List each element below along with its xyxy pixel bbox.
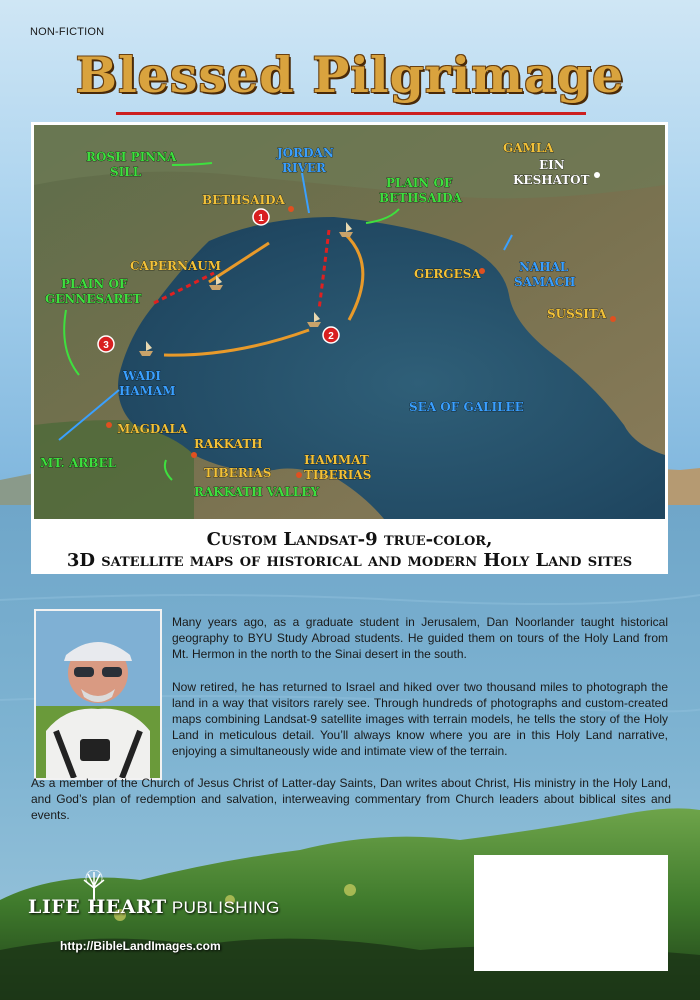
category-label: NON-FICTION bbox=[30, 26, 105, 38]
map-illustration bbox=[34, 125, 665, 519]
book-title: Blessed Pilgrimage bbox=[75, 46, 625, 104]
label-mt-arbel: MT. ARBEL bbox=[40, 456, 117, 470]
svg-text:1: 1 bbox=[258, 213, 264, 224]
caption-line-1: Custom Landsat-9 true-color, bbox=[206, 529, 493, 550]
publisher-logo bbox=[28, 870, 288, 950]
label-sea-of-galilee: SEA OF GALILEE bbox=[409, 400, 524, 414]
label-rakkath-valley: RAKKATH VALLEY bbox=[194, 485, 320, 499]
label-jordan-river: JORDAN RIVER bbox=[277, 146, 334, 175]
publisher-name-strong: LIFE HEART bbox=[28, 896, 167, 918]
label-wadi-hamam: WADI HAMAM bbox=[119, 369, 176, 398]
publisher-url[interactable]: http://BibleLandImages.com bbox=[60, 939, 221, 953]
label-plain-of-gennesaret: PLAIN OF GENNESARET bbox=[45, 277, 142, 306]
label-bethsaida: BETHSAIDA bbox=[202, 193, 285, 207]
caption-line-2: 3D satellite maps of historical and modern Holy Land sites bbox=[66, 550, 633, 571]
author-photo bbox=[34, 609, 162, 780]
map-caption bbox=[31, 522, 668, 574]
svg-text:2: 2 bbox=[328, 331, 334, 342]
label-hammat-tiberias: HAMMAT TIBERIAS bbox=[304, 453, 372, 482]
satellite-map bbox=[31, 122, 668, 522]
barcode-area bbox=[474, 855, 668, 971]
title-underline bbox=[116, 112, 586, 115]
publisher-name-light: PUBLISHING bbox=[166, 898, 280, 917]
author-bio-paragraph-2: Now retired, he has returned to Israel and hiked over two thousand miles to photograph the land in a way that visitors rarely see. Through hundreds of photographs and custom-created maps combining Landsat-9 satellite images with terrain models, he tells the story of the Holy Land in meticulous detail. You’ll always know where you are in this Holy Land narrative, enjoying a simultaneously wide and intimate view of the terrain. bbox=[172, 680, 668, 758]
label-gergesa: GERGESA bbox=[414, 267, 481, 281]
label-gamla: GAMLA bbox=[503, 141, 554, 155]
svg-text:3: 3 bbox=[103, 340, 109, 351]
author-bio-paragraph-3: As a member of the Church of Jesus Christ of Latter-day Saints, Dan writes about Christ, His ministry in the Holy Land, and God’s plan of redemption and salvation, interweaving commentary from Church leaders about biblical sites and events. bbox=[31, 776, 671, 822]
label-sussita: SUSSITA bbox=[547, 307, 607, 321]
label-tiberias: TIBERIAS bbox=[204, 466, 272, 480]
label-capernaum: CAPERNAUM bbox=[130, 259, 222, 273]
label-nahal-samach: NAHAL SAMACH bbox=[514, 260, 576, 289]
marker-3 bbox=[98, 336, 114, 352]
marker-1 bbox=[253, 209, 269, 225]
label-magdala: MAGDALA bbox=[117, 422, 188, 436]
author-bio-paragraph-1: Many years ago, as a graduate student in Jerusalem, Dan Noorlander taught historical geography to BYU Study Abroad students. He guided them on tours of the Holy Land from Mt. Hermon in the north to the Sinai desert in the south. bbox=[172, 615, 668, 661]
label-rosh-pinna-sill: ROSH PINNA SILL bbox=[86, 150, 177, 179]
label-ein-keshatot: EIN KESHATOT bbox=[513, 158, 590, 187]
label-plain-of-bethsaida: PLAIN OF BETHSAIDA bbox=[379, 176, 462, 205]
label-rakkath: RAKKATH bbox=[194, 437, 263, 451]
marker-2 bbox=[323, 327, 339, 343]
